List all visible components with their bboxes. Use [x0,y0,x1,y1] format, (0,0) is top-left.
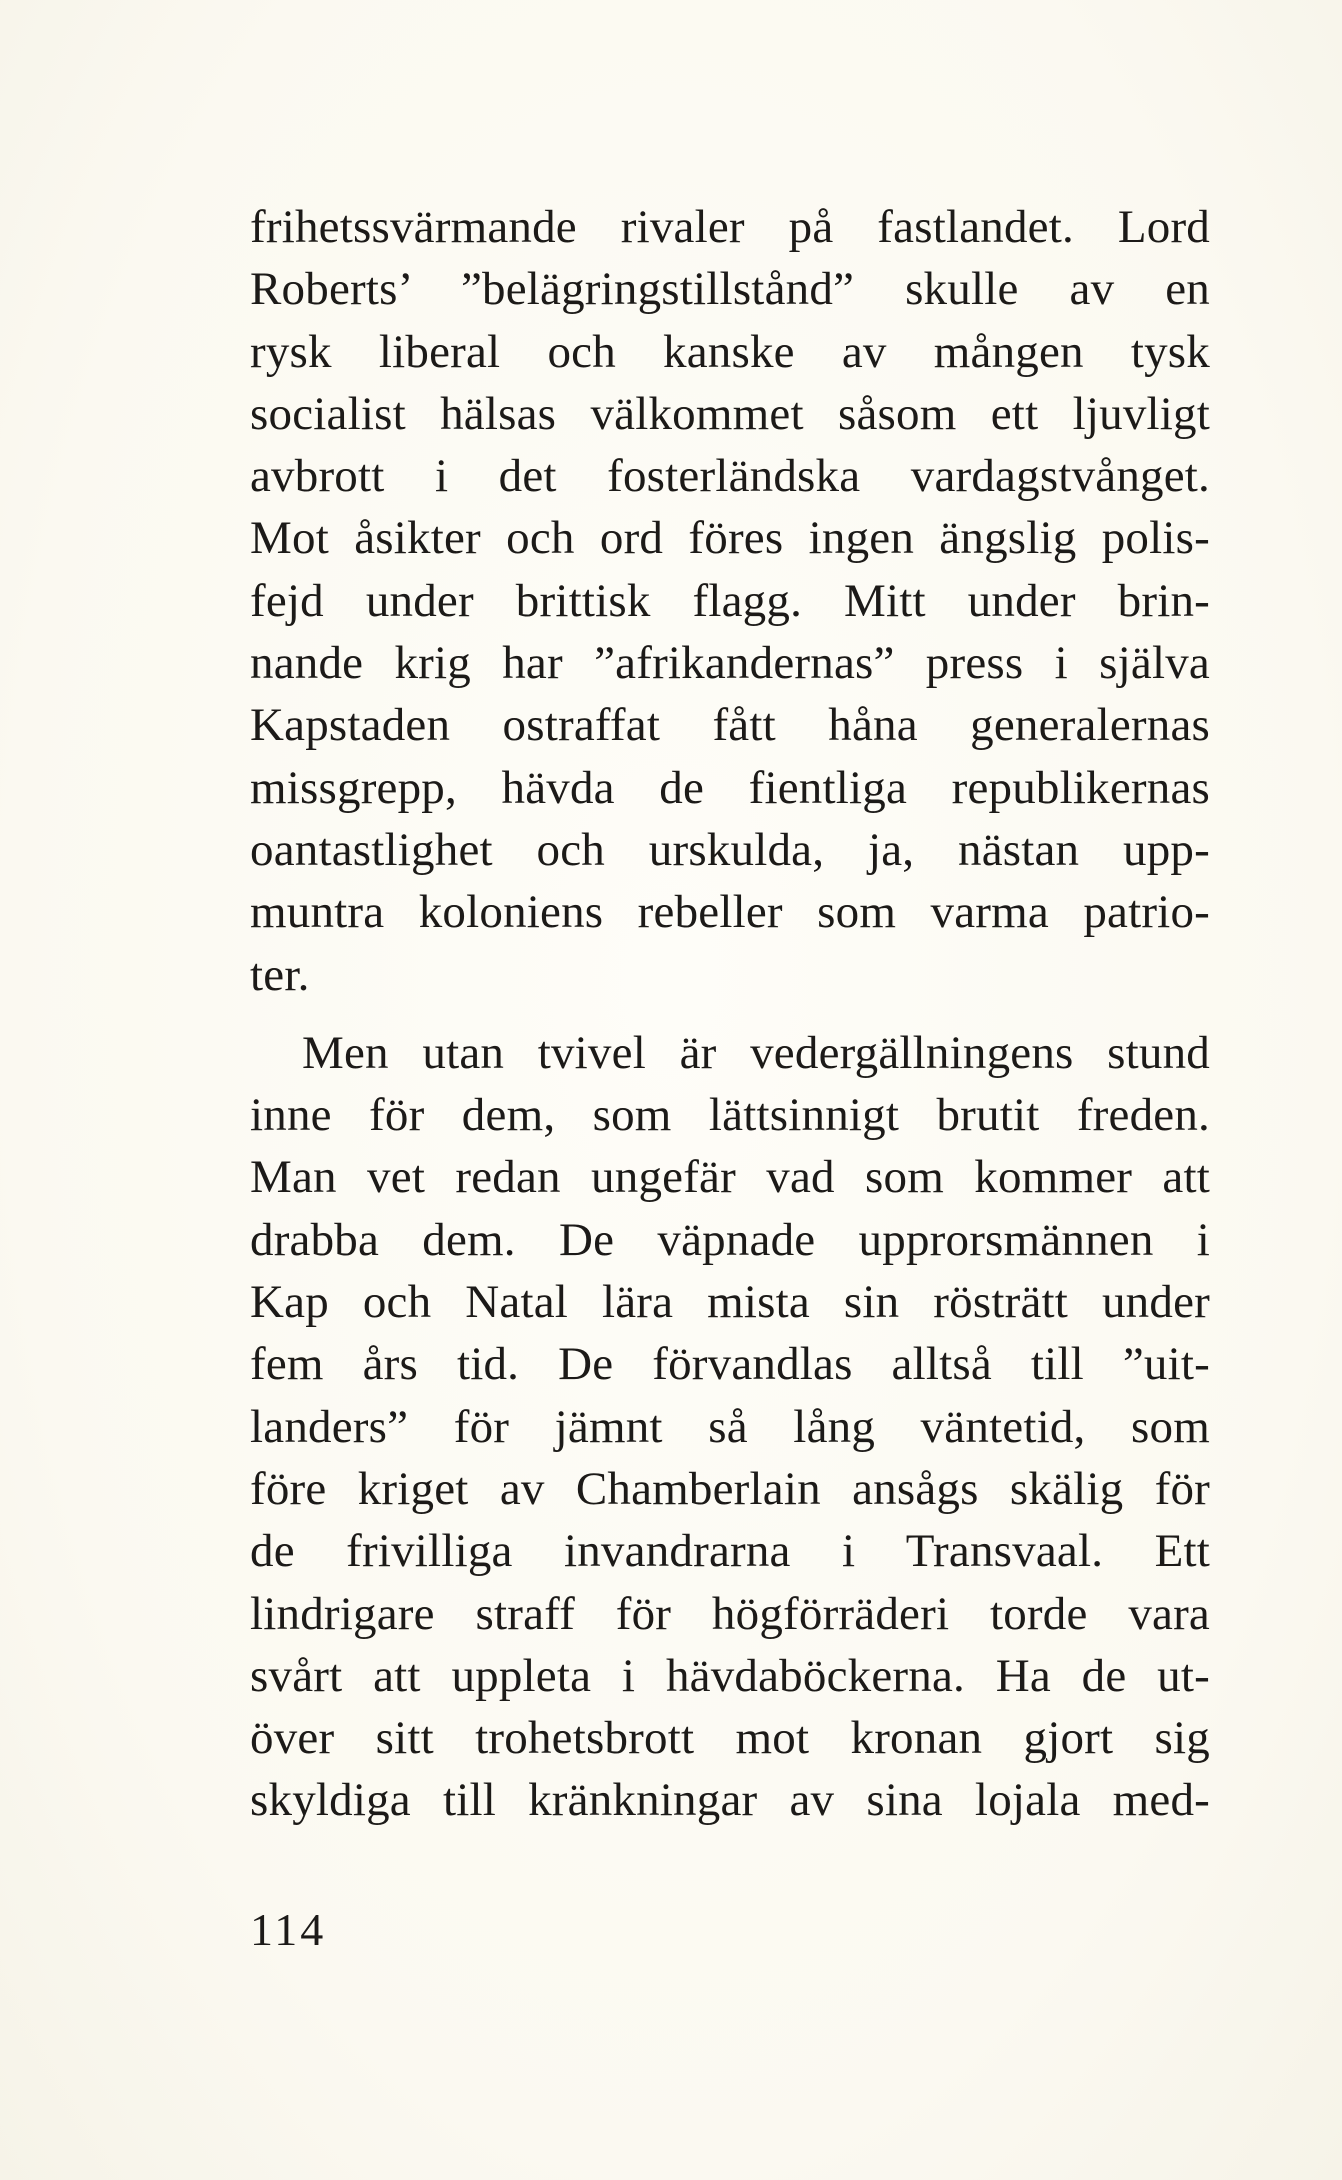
text-line: drabba dem. De väpnade upprorsmännen i [250,1213,1210,1266]
text-line: avbrott i det fosterländska vardagstvånget. [250,450,1210,503]
text-line: fejd under brittisk flagg. Mitt under brin- [250,574,1210,627]
text-line: muntra koloniens rebeller som varma patrio- [250,886,1210,939]
text-line: fem års tid. De förvandlas alltså till ”uit- [250,1338,1210,1391]
text-line: landers” för jämnt så lång väntetid, som [250,1400,1210,1453]
text-line: Man vet redan ungefär vad som kommer att [250,1151,1210,1204]
text-line: de frivilliga invandrarna i Transvaal. Ett [250,1525,1210,1578]
text-line: missgrepp, hävda de fientliga republikernas [250,761,1210,814]
text-line: nande krig har ”afrikandernas” press i själva [250,637,1210,690]
text-line: ter. [250,948,310,1001]
text-line: rysk liberal och kanske av mången tysk [250,325,1210,378]
text-line: lindrigare straff för högförräderi torde vara [250,1587,1210,1640]
text-line: skyldiga till kränkningar av sina lojala med- [250,1774,1210,1827]
body-text [250,196,1210,1832]
text-line: frihetssvärmande rivaler på fastlandet. Lord [250,201,1210,253]
text-line: Mot åsikter och ord föres ingen ängslig polis- [250,512,1210,565]
text-line: över sitt trohetsbrott mot kronan gjort sig [250,1712,1210,1765]
text-line: Men utan tvivel är vedergällningens stund [302,1026,1210,1079]
text-line: Roberts’ ”belägringstillstånd” skulle av en [250,263,1210,316]
text-line: inne för dem, som lättsinnigt brutit freden. [250,1089,1210,1142]
paragraph-gap [250,1006,1210,1022]
text-line: före kriget av Chamberlain ansågs skälig för [250,1462,1210,1515]
text-line: oantastlighet och urskulda, ja, nästan upp- [250,823,1210,876]
text-line: socialist hälsas välkommet såsom ett ljuvligt [250,387,1210,440]
text-line: Kapstaden ostraffat fått håna generalernas [250,699,1210,752]
text-line: svårt att uppleta i hävdaböckerna. Ha de ut- [250,1649,1210,1702]
paragraph-2 [250,1022,1210,1832]
paragraph-1 [250,196,1210,1006]
page-number: 114 [250,1904,327,1955]
text-line: Kap och Natal lära mista sin rösträtt under [250,1276,1210,1329]
